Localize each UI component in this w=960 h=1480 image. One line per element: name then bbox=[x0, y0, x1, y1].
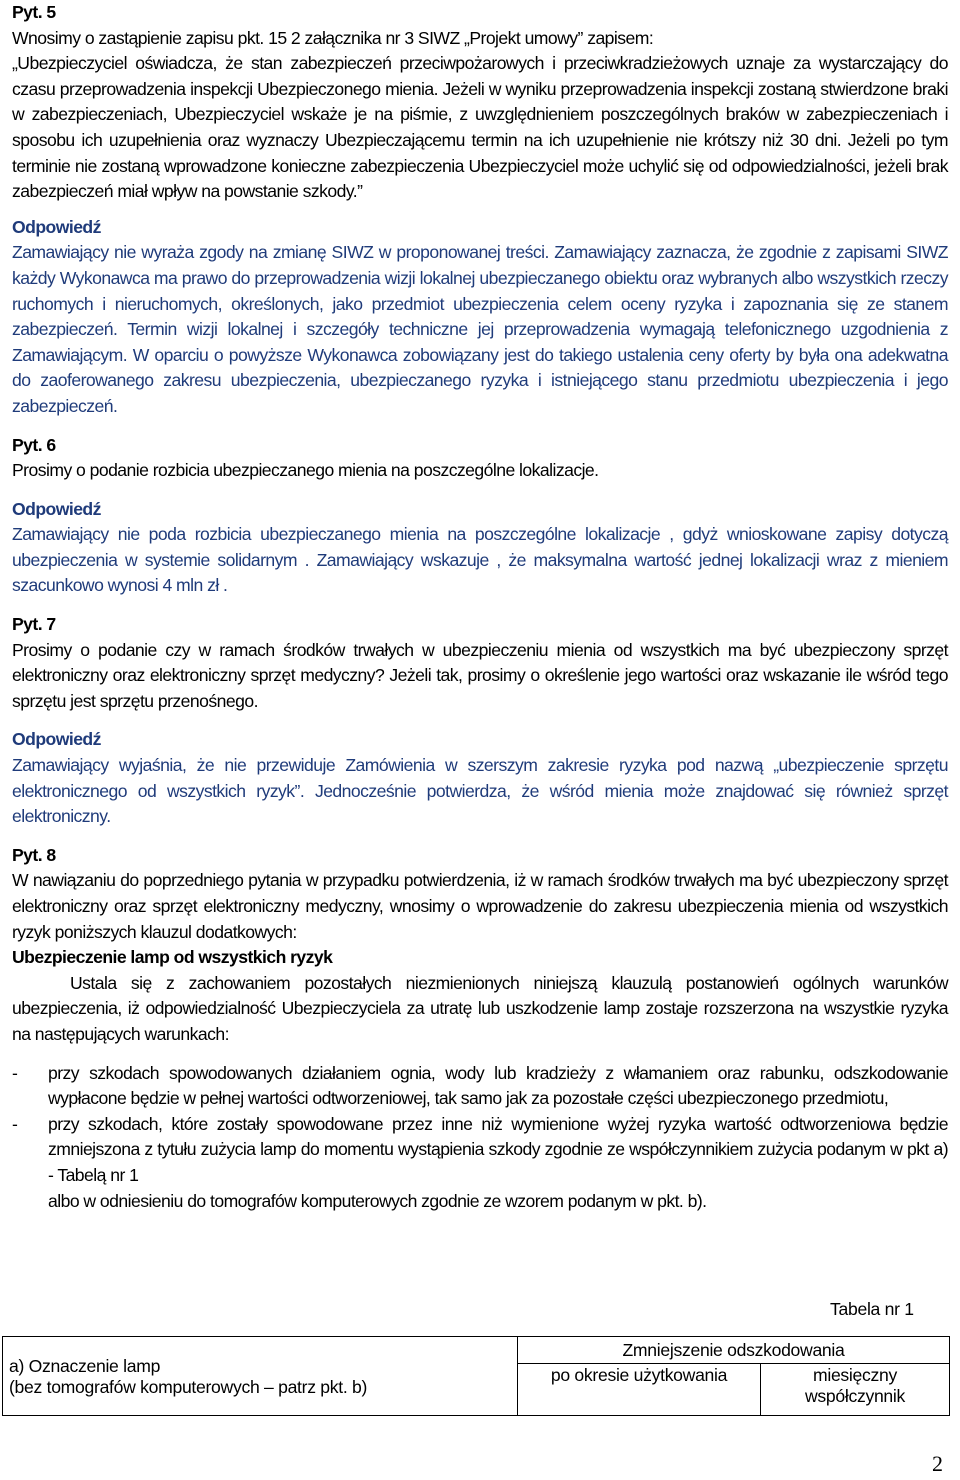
question-5-heading: Pyt. 5 bbox=[12, 2, 56, 22]
clause-item-1 bbox=[12, 1061, 948, 1112]
lamp-designation-cell bbox=[3, 1337, 518, 1416]
question-8-text: W nawiązaniu do poprzedniego pytania w przypadku potwierdzenia, iż w ramach środków trwałych ma być ubezpieczony sprzęt elektroniczny oraz sprzęt elektroniczny medyczny, wnosimy o wprowadzenie do zakresu ubezpieczenia mienia od wszystkich ryzyk poniższych klauzul dodatkowych: bbox=[12, 870, 948, 942]
question-8-heading: Pyt. 8 bbox=[12, 844, 56, 865]
answer-6-text: Zamawiający nie poda rozbicia ubezpieczanego mienia na poszczególne lokalizacje , gdyż wnioskowane zapisy dotyczą ubezpieczenia w systemie solidarnym . Zamawiający wskazuje , że maksymalna wartość jednej lokalizacji wraz z mieniem szacunkowo wynosi 4 mln zł . bbox=[12, 524, 948, 596]
question-7-text: Prosimy o podanie czy w ramach środków trwałych w ubezpieczeniu mienia od wszystkich ma być ubezpieczony sprzęt elektroniczny oraz elektroniczny sprzęt medyczny? Jeżeli tak, prosimy o określenie jego wartości oraz wskazanie ile wśród tego sprzętu jest sprzętu przenośnego. bbox=[12, 639, 948, 711]
dash-bullet: - bbox=[12, 1113, 18, 1134]
clause-item-1-text: przy szkodach spowodowanych działaniem ognia, wody lub kradzieży z włamaniem oraz rabunku, odszkodowanie wypłacone będzie w pełnej wartości odtworzeniowej, tak samo jak za pozostałe części ubezpieczonego przedmiotu, bbox=[48, 1062, 948, 1109]
answer-7-text: Zamawiający wyjaśnia, że nie przewiduje Zamówienia w szerszym zakresie ryzyka pod nazwą „ubezpieczenie sprzętu elektronicznego od wszystkich ryzyk”. Jednocześnie potwierdza, że wśród mienia może znajdować się również sprzęt elektroniczny. bbox=[12, 755, 948, 827]
clause-item-2-text: przy szkodach, które zostały spowodowane przez inne niż wymienione wyżej ryzyka wartość odtworzeniowa będzie zmniejszona z tytułu zużycia lamp do momentu wystąpienia szkody zgodnie ze współczynnikiem zużycia podanym w pkt a) - Tabelą nr 1 bbox=[48, 1113, 948, 1185]
answer-7-heading: Odpowiedź bbox=[12, 729, 101, 750]
answer-6-heading: Odpowiedź bbox=[12, 498, 101, 519]
usage-period-header: po okresie użytkowania bbox=[518, 1364, 761, 1416]
lamp-designation-note: (bez tomografów komputerowych – patrz pkt. b) bbox=[9, 1377, 368, 1397]
reduction-header: Zmniejszenie odszkodowania bbox=[518, 1337, 950, 1364]
answer-5-text: Zamawiający nie wyraża zgody na zmianę SIWZ w proponowanej treści. Zamawiający zaznacza, że zgodnie z zapisami SIWZ każdy Wykonawca ma prawo do przeprowadzenia wizji lokalnej ubezpieczanego obiektu oraz wybranych albo wszystkich rzeczy ruchomych i nieruchomych, określonych, jako przedmiot ubezpieczenia celem oceny ryzyka i zapoznania się ze stanem zabezpieczeń. Termin wizji lokalnej i szczegóły techniczne jej przeprowadzenia wymagają telefonicznego uzgodnienia z Zamawiającym. W oparciu o powyższe Wykonawca zobowiązany jest do takiego ustalenia ceny oferty by była ona adekwatna do zaoferowanego zakresu ubezpieczenia, ubezpieczanego ryzyka i istniejącego stanu przedmiotu ubezpieczenia i jego zabezpieczeń. bbox=[12, 242, 948, 416]
clause-title: Ubezpieczenie lamp od wszystkich ryzyk bbox=[12, 947, 333, 968]
question-5-intro: Wnosimy o zastąpienie zapisu pkt. 15 2 załącznika nr 3 SIWZ „Projekt umowy” zapisem: bbox=[12, 27, 654, 48]
question-6-text: Prosimy o podanie rozbicia ubezpieczanego mienia na poszczególne lokalizacje. bbox=[12, 460, 599, 481]
answer-5-heading: Odpowiedź bbox=[12, 216, 101, 237]
monthly-coefficient-header bbox=[761, 1364, 950, 1416]
question-7-heading: Pyt. 7 bbox=[12, 614, 56, 635]
monthly-coefficient-line1: miesięczny bbox=[812, 1365, 897, 1385]
clause-item-2 bbox=[12, 1112, 948, 1189]
clause-item-2-continuation: albo w odniesieniu do tomografów komputerowych zgodnie ze wzorem podanym w pkt. b). bbox=[48, 1190, 707, 1211]
monthly-coefficient-line2: współczynnik bbox=[804, 1386, 906, 1406]
page-number: 2 bbox=[932, 1451, 943, 1476]
depreciation-table bbox=[2, 1336, 950, 1416]
question-5-text: „Ubezpieczyciel oświadcza, że stan zabezpieczeń przeciwpożarowych i przeciwkradzieżowych uznaje za wystarczający do czasu przeprowadzenia inspekcji Ubezpieczonego mienia. Jeżeli w wyniku przeprowadzenia inspekcji zostaną stwierdzone braki w zabezpieczeniach, Ubezpieczyciel wskaże je na piśmie, z uwzględnieniem poszczególnych braków w zabezpieczeniach i sposobu ich uzupełnienia oraz wyznaczy Ubezpieczającemu termin na ich uzupełnienie nie krótszy niż 30 dni. Jeżeli po tym terminie nie zostaną wprowadzone konieczne zabezpieczenia Ubezpieczyciel może uchylić się od odpowiedzialności, jeżeli brak zabezpieczeń miał wpływ na powstanie szkody.” bbox=[12, 53, 948, 202]
question-6-heading: Pyt. 6 bbox=[12, 434, 56, 455]
table-caption: Tabela nr 1 bbox=[830, 1299, 914, 1319]
dash-bullet: - bbox=[12, 1062, 18, 1083]
lamp-designation-label: a) Oznaczenie lamp bbox=[9, 1356, 161, 1376]
document-body bbox=[12, 0, 948, 1214]
clause-intro: Ustala się z zachowaniem pozostałych niezmienionych niniejszą klauzulą postanowień ogólnych warunków ubezpieczenia, iż odpowiedzialność Ubezpieczyciela za utratę lub uszkodzenie lamp zostaje rozszerzona na wszystkie ryzyka na następujących warunkach: bbox=[12, 972, 948, 1044]
